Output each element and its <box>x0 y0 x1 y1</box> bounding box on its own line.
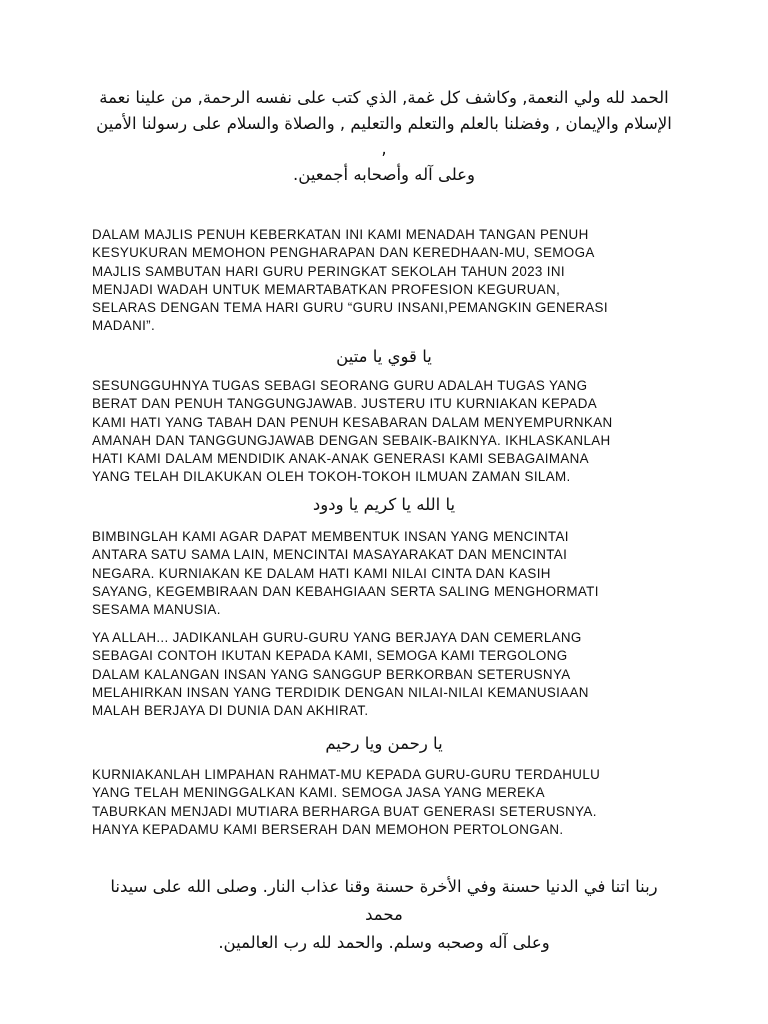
closing-dua <box>92 873 676 957</box>
opening-dua <box>92 85 676 187</box>
invocation-ya-rahman: يا رحمن ويا رحيم <box>325 734 443 753</box>
paragraph-bimbinglah: BIMBINGLAH KAMI AGAR DAPAT MEMBENTUK INSAN YANG MENCINTAI ANTARA SATU SAMA LAIN, MENCINTAI MASAYARAKAT DAN MENCINTAI NEGARA. KURNIAKAN KE DALAM HATI KAMI NILAI CINTA DAN KASIH SAYANG, KEGEMBIRAAN DAN KEBAHGIAAN SERTA SALING MENGHORMATI SESAMA MANUSIA. <box>92 529 599 618</box>
paragraph-majlis: DALAM MAJLIS PENUH KEBERKATAN INI KAMI MENADAH TANGAN PENUH KESYUKURAN MEMOHON PENGHARAPAN DAN KEREDHAAN-MU, SEMOGA MAJLIS SAMBUTAN HARI GURU PERINGKAT SEKOLAH TAHUN 2023 INI MENJADI WADAH UNTUK MEMARTABATKAN PROFESION KEGURUAN, SELARAS DENGAN TEMA HARI GURU “GURU INSANI,PEMANGKIN GENERASI MADANI”. <box>92 227 608 334</box>
paragraph-ya-allah: YA ALLAH... JADIKANLAH GURU-GURU YANG BERJAYA DAN CEMERLANG SEBAGAI CONTOH IKUTAN KEPADA KAMI, SEMOGA KAMI TERGOLONG DALAM KALANGAN INSAN YANG SANGGUP BERKORBAN SETERUSNYA MELAHIRKAN INSAN YANG TERDIDIK DENGAN NILAI-NILAI KEMANUSIAAN MALAH BERJAYA DI DUNIA DAN AKHIRAT. <box>92 630 589 719</box>
paragraph-tugas-guru: SESUNGGUHNYA TUGAS SEBAGI SEORANG GURU ADALAH TUGAS YANG BERAT DAN PENUH TANGGUNGJAWAB. JUSTERU ITU KURNIAKAN KEPADA KAMI HATI YANG TABAH DAN PENUH KESABARAN DALAM MENYEMPURNKAN AMANAH DAN TANGGUNGJAWAB DENGAN SEBAIK-BAIKNYA. IKHLASKANLAH HATI KAMI DALAM MENDIDIK ANAK-ANAK GENERASI KAMI SEBAGAIMANA YANG TELAH DILAKUKAN OLEH TOKOH-TOKOH ILMUAN ZAMAN SILAM. <box>92 378 613 485</box>
invocation-ya-qawiyy: يا قوي يا متين <box>336 347 432 366</box>
invocation-ya-allah: يا الله يا كريم يا ودود <box>312 495 456 514</box>
paragraph-kurniakanlah: KURNIAKANLAH LIMPAHAN RAHMAT-MU KEPADA GURU-GURU TERDAHULU YANG TELAH MENINGGALKAN KAMI. SEMOGA JASA YANG MEREKA TABURKAN MENJADI MUTIARA BERHARGA BUAT GENERASI SETERUSNYA. HANYA KEPADAMU KAMI BERSERAH DAN MEMOHON PERTOLONGAN. <box>92 767 601 837</box>
closing-dua-line-1: ربنا اتنا في الدنيا حسنة وفي الأخرة حسنة وقنا عذاب النار. وصلى الله على سيدنا محمد <box>110 877 658 924</box>
opening-dua-line-3: وعلى آله وأصحابه أجمعين. <box>293 164 475 184</box>
closing-dua-line-2: وعلى آله وصحبه وسلم. والحمد لله رب العالمين. <box>218 933 550 952</box>
opening-dua-line-1: الحمد لله ولي النعمة, وكاشف كل غمة, الذي كتب على نفسه الرحمة, من علينا نعمة <box>99 88 669 107</box>
opening-dua-line-2: الإسلام والإيمان , وفضلنا بالعلم والتعلم والتعليم , والصلاة والسلام على رسولنا الأمين , <box>96 113 672 158</box>
